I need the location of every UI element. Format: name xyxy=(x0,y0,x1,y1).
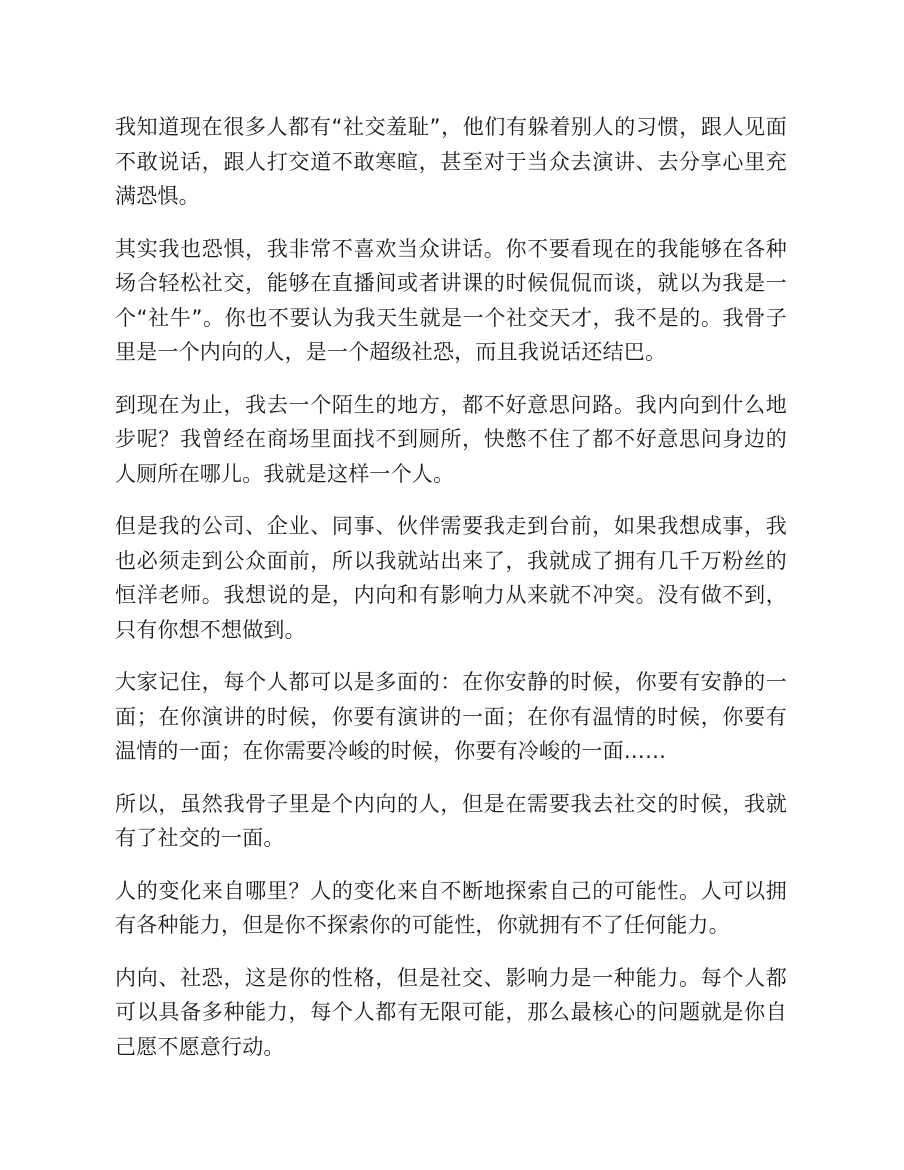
paragraph-6: 所以，虽然我骨子里是个内向的人，但是在需要我去社交的时候，我就有了社交的一面。 xyxy=(115,791,787,850)
document-body xyxy=(115,110,787,1082)
paragraph-3: 到现在为止，我去一个陌生的地方，都不好意思问路。我内向到什么地步呢？我曾经在商场里面找不到厕所，快憋不住了都不好意思问身边的人厕所在哪儿。我就是这样一个人。 xyxy=(115,392,787,486)
paragraph-2: 其实我也恐惧，我非常不喜欢当众讲话。你不要看现在的我能够在各种场合轻松社交，能够在直播间或者讲课的时候侃侃而谈，就以为我是一个“社牛”。你也不要认为我天生就是一个社交天才，我不是的。我骨子里是一个内向的人，是一个超级社恐，而且我说话还结巴。 xyxy=(115,236,787,364)
paragraph-8: 内向、社恐，这是你的性格，但是社交、影响力是一种能力。每个人都可以具备多种能力，每个人都有无限可能，那么最核心的问题就是你自己愿不愿意行动。 xyxy=(115,965,787,1059)
paragraph-5: 大家记住，每个人都可以是多面的：在你安静的时候，你要有安静的一面；在你演讲的时候，你要有演讲的一面；在你有温情的时候，你要有温情的一面；在你需要冷峻的时候，你要有冷峻的一面…… xyxy=(115,670,787,763)
paragraph-7: 人的变化来自哪里？人的变化来自不断地探索自己的可能性。人可以拥有各种能力，但是你不探索你的可能性，你就拥有不了任何能力。 xyxy=(115,878,787,937)
paragraph-1: 我知道现在很多人都有“社交羞耻”，他们有躲着别人的习惯，跟人见面不敢说话，跟人打交道不敢寒暄，甚至对于当众去演讲、去分享心里充满恐惧。 xyxy=(115,115,787,208)
paragraph-4: 但是我的公司、企业、同事、伙伴需要我走到台前，如果我想成事，我也必须走到公众面前，所以我就站出来了，我就成了拥有几千万粉丝的恒洋老师。我想说的是，内向和有影响力从来就不冲突。没有做不到，只有你想不想做到。 xyxy=(115,514,787,642)
